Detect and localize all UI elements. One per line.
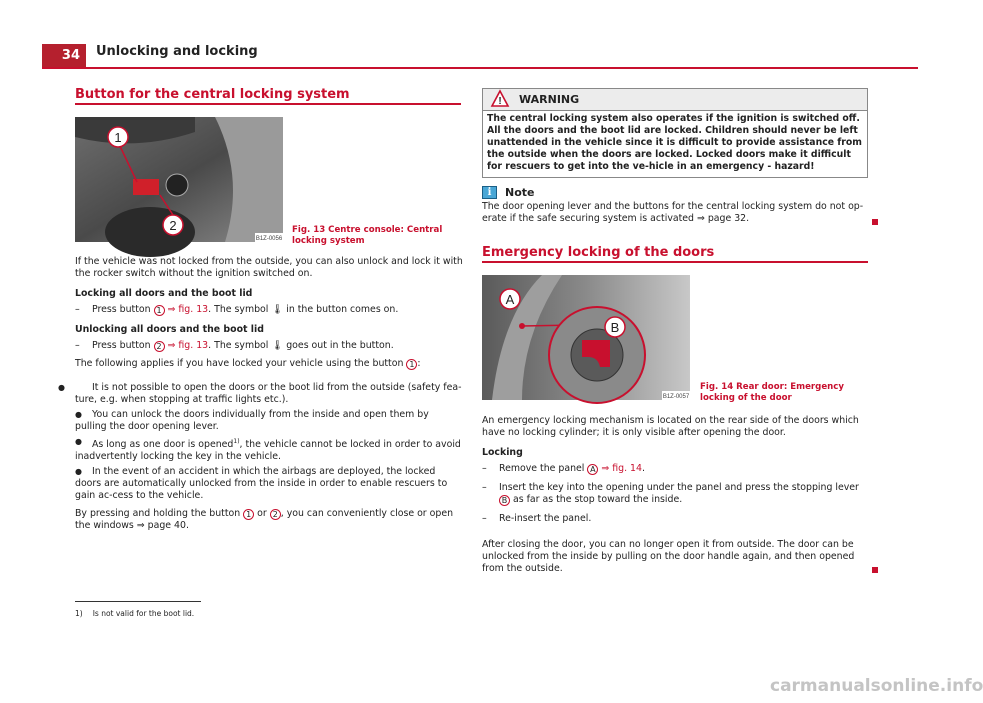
figure-code: B1Z-0056: [255, 236, 283, 242]
footnote-ref: 1): [233, 438, 240, 445]
chapter-title: Unlocking and locking: [96, 44, 258, 59]
figure-13-caption: Fig. 13 Centre console: Central locking system: [292, 225, 443, 246]
emergency-intro: An emergency locking mechanism is located on the rear side of the doors which have no locking cylinder; it is only visible after opening the door.: [482, 415, 859, 438]
callout-a: A: [505, 292, 515, 307]
locking-subheading: Locking all doors and the boot lid: [75, 288, 253, 299]
heading-underline: [482, 261, 868, 263]
info-icon: i: [482, 186, 497, 199]
section-end-mark: [872, 219, 878, 225]
callout-1: 1: [114, 130, 122, 145]
lever-b-ref: B: [499, 495, 510, 506]
footnote: 1) Is not valid for the boot lid.: [75, 609, 195, 618]
warning-title: WARNING: [519, 93, 580, 106]
heading-underline: [75, 103, 461, 105]
warning-text: The central locking system also operates if the ignition is switched off. All the doors and the boot lid are locked. Children should never be left unattended in the vehicle since it is difficult to provide assistance from the outside when the doors are locked. Locked doors make it difficult for rescuers to get into the ve-hicle in an emergency - hazard!: [487, 113, 862, 172]
intro-paragraph: If the vehicle was not locked from the outside, you can also unlock and lock it with the rocker switch without the ignition switched on.: [75, 256, 463, 279]
header-divider: [42, 67, 918, 69]
section-heading-emergency-locking: Emergency locking of the doors: [482, 245, 715, 260]
bullet-item: ● As long as one door is opened$^{1)}$, the vehicle cannot be locked in order to avoid inadvertently locking the key in the vehicle.: [75, 437, 461, 463]
unlocking-subheading: Unlocking all doors and the boot lid: [75, 324, 264, 335]
locking-subheading: Locking: [482, 447, 523, 458]
callout-b: B: [610, 320, 620, 335]
footnote-divider: [75, 601, 201, 602]
figure-14-caption: Fig. 14 Rear door: Emergency locking of the door: [700, 382, 844, 403]
page-number: 34: [42, 44, 86, 68]
step-item: – Re-insert the panel.: [482, 513, 592, 524]
after-paragraph: After closing the door, you can no longer open it from outside. The door can be unlocked from the inside by pulling on the door handle again, and then opened from the outside.: [482, 539, 855, 574]
section-heading-central-locking: Button for the central locking system: [75, 87, 350, 102]
svg-text:!: !: [498, 96, 502, 107]
warning-box: [482, 88, 868, 178]
section-end-mark: [872, 567, 878, 573]
holding-paragraph: By pressing and holding the button 1 or 2 , you can conveniently close or open the windows ⇒ page 40.: [75, 508, 454, 532]
panel-a-ref: A: [587, 464, 598, 475]
button-2-ref: 2: [154, 341, 165, 352]
bullet-item: ● In the event of an accident in which the airbags are deployed, the locked doors are automatically unlocked from the inside in order to enable rescuers to gain ac-cess to the vehicle.: [75, 466, 448, 502]
figure-13-image: [75, 117, 283, 242]
right-body: [482, 415, 868, 575]
step-item: – Remove the panel A ⇒ fig. 14.: [482, 463, 645, 474]
fig-14-link[interactable]: ⇒ fig. 14: [601, 463, 642, 474]
button-1-ref: 1: [154, 305, 165, 316]
note-text: The door opening lever and the buttons for the central locking system do not op-erate if the safe securing system is activated ⇒ page 32.: [482, 201, 864, 224]
unlocking-step: – Press button 2 ⇒ fig. 13. The symbol 🌡 goes out in the button.: [75, 340, 394, 351]
fig-13-link[interactable]: ⇒ fig. 13: [167, 340, 209, 351]
bullet-item: ● You can unlock the doors individually from the inside and open them by pulling the door opening lever.: [75, 409, 429, 432]
callout-2: 2: [169, 218, 177, 233]
figure-14-image: [482, 275, 690, 400]
figure-code: B1Z-0057: [662, 394, 690, 400]
applies-paragraph: The following applies if you have locked your vehicle using the button 1 :: [75, 358, 421, 369]
warning-triangle-icon: [491, 90, 509, 115]
watermark: carmanualsonline.info: [770, 676, 983, 696]
note-title: Note: [505, 186, 535, 199]
step-item: – Insert the key into the opening under the panel and press the stopping lever B as far as the stop toward the inside.: [482, 482, 859, 505]
bullet-item: ● It is not possible to open the doors or the boot lid from the outside (safety fea-ture, e.g. when stopping at traffic lights etc.).: [58, 382, 462, 405]
left-body: [58, 256, 463, 532]
fig-13-link[interactable]: ⇒ fig. 13: [167, 304, 209, 315]
locking-step: – Press button 1 ⇒ fig. 13. The symbol 🌡 in the button comes on.: [75, 304, 399, 315]
